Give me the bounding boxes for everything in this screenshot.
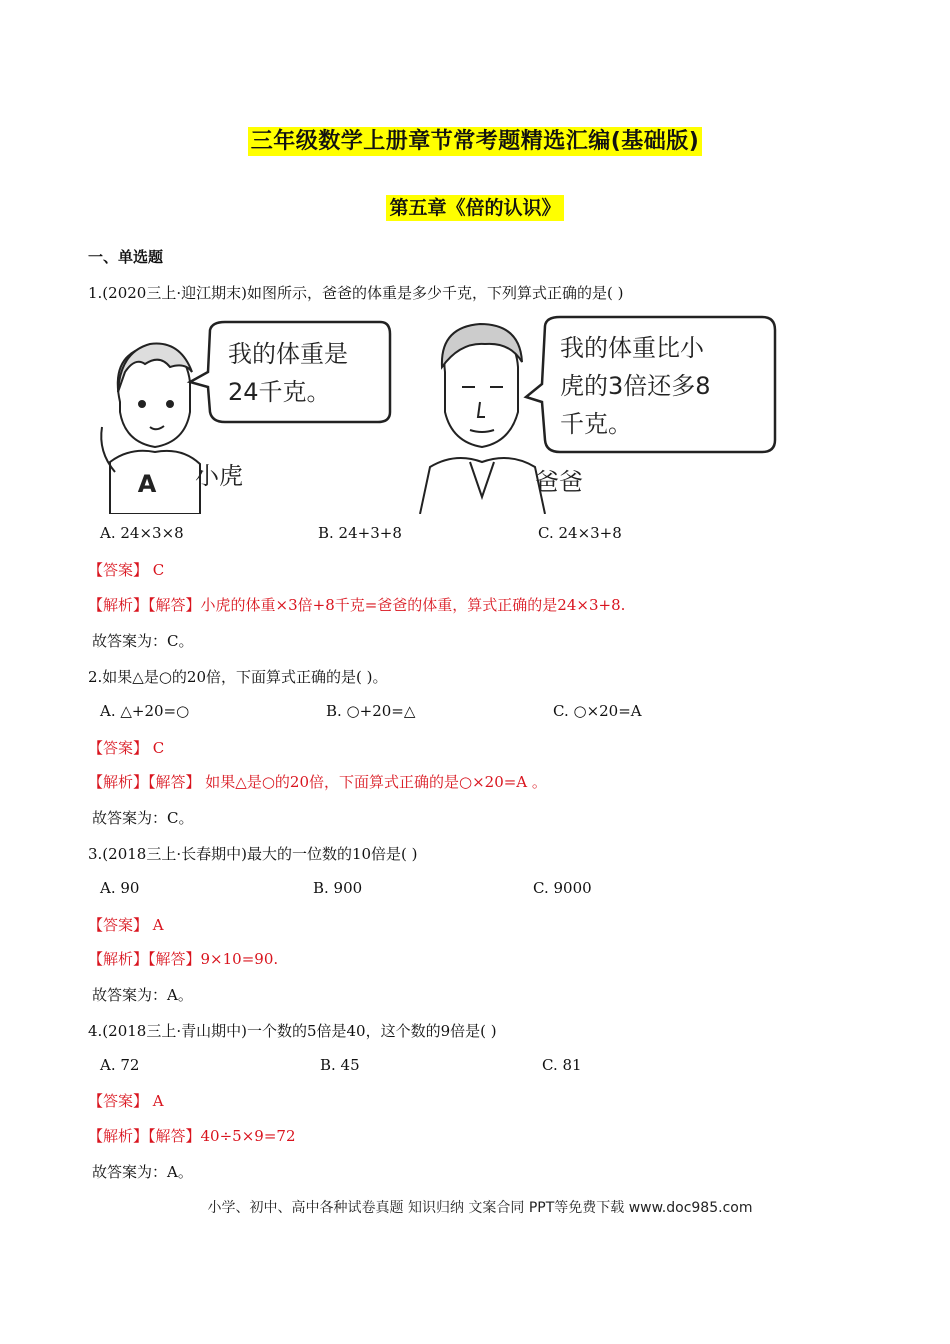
boy-shirt-letter: A [137,470,157,498]
q2-analysis: 【解析】【解答】 如果△是○的20倍，下面算式正确的是○×20=A 。 [88,773,547,791]
q4-option-b: B. 45 [320,1056,360,1074]
dad-bubble-line-2: 虎的3倍还多8 [560,372,711,400]
q2-option-c: C. ○×20=A [553,702,642,720]
q3-option-b: B. 900 [313,879,363,897]
q4-option-c: C. 81 [542,1056,582,1074]
q3-conclusion: 故答案为：A。 [92,986,193,1004]
question-3-text: 3.(2018三上·长春期中)最大的一位数的10倍是( ) [88,845,418,863]
q3-analysis: 【解析】【解答】9×10=90. [88,950,279,968]
q2-answer: 【答案】 C [88,739,165,757]
page-footer: 小学、初中、高中各种试卷真题 知识归纳 文案合同 PPT等免费下载 www.doc985.com [207,1200,753,1216]
chapter-title: 第五章《倍的认识》 [0,193,950,220]
q1-answer: 【答案】 C [88,561,165,579]
dad-bubble-line-3: 千克。 [560,410,632,438]
q2-option-b: B. ○+20=△ [326,702,416,720]
question-2-text: 2.如果△是○的20倍，下面算式正确的是( )。 [88,668,388,686]
boy-bubble-line-2: 24千克。 [228,378,331,406]
question-4-text: 4.(2018三上·青山期中)一个数的5倍是40，这个数的9倍是( ) [88,1022,497,1040]
dad-figure [420,324,545,514]
document-title: 三年级数学上册章节常考题精选汇编(基础版) [0,124,950,155]
q2-option-a: A. △+20=○ [100,702,190,720]
q4-analysis: 【解析】【解答】40÷5×9=72 [88,1127,296,1145]
boy-speech-bubble [190,322,390,422]
question-1-illustration [90,312,790,514]
dad-name-label: 爸爸 [535,468,583,496]
q1-option-a: A. 24×3×8 [100,524,184,542]
q4-conclusion: 故答案为：A。 [92,1163,193,1181]
q3-answer: 【答案】 A [88,916,164,934]
question-1-text: 1.(2020三上·迎江期末)如图所示，爸爸的体重是多少千克，下列算式正确的是( ) [88,284,624,302]
q3-option-a: A. 90 [100,879,140,897]
section-heading: 一、单选题 [88,248,164,266]
q2-conclusion: 故答案为：C。 [92,809,194,827]
boy-name-label: 小虎 [195,462,243,490]
dad-bubble-line-1: 我的体重比小 [560,334,704,362]
q4-answer: 【答案】 A [88,1092,164,1110]
boy-bubble-line-1: 我的体重是 [228,340,348,368]
q1-conclusion: 故答案为：C。 [92,632,194,650]
q4-option-a: A. 72 [100,1056,140,1074]
q1-option-c: C. 24×3+8 [538,524,622,542]
q3-option-c: C. 9000 [533,879,592,897]
q1-option-b: B. 24+3+8 [318,524,402,542]
q1-analysis: 【解析】【解答】小虎的体重×3倍+8千克=爸爸的体重，算式正确的是24×3+8. [88,596,626,614]
